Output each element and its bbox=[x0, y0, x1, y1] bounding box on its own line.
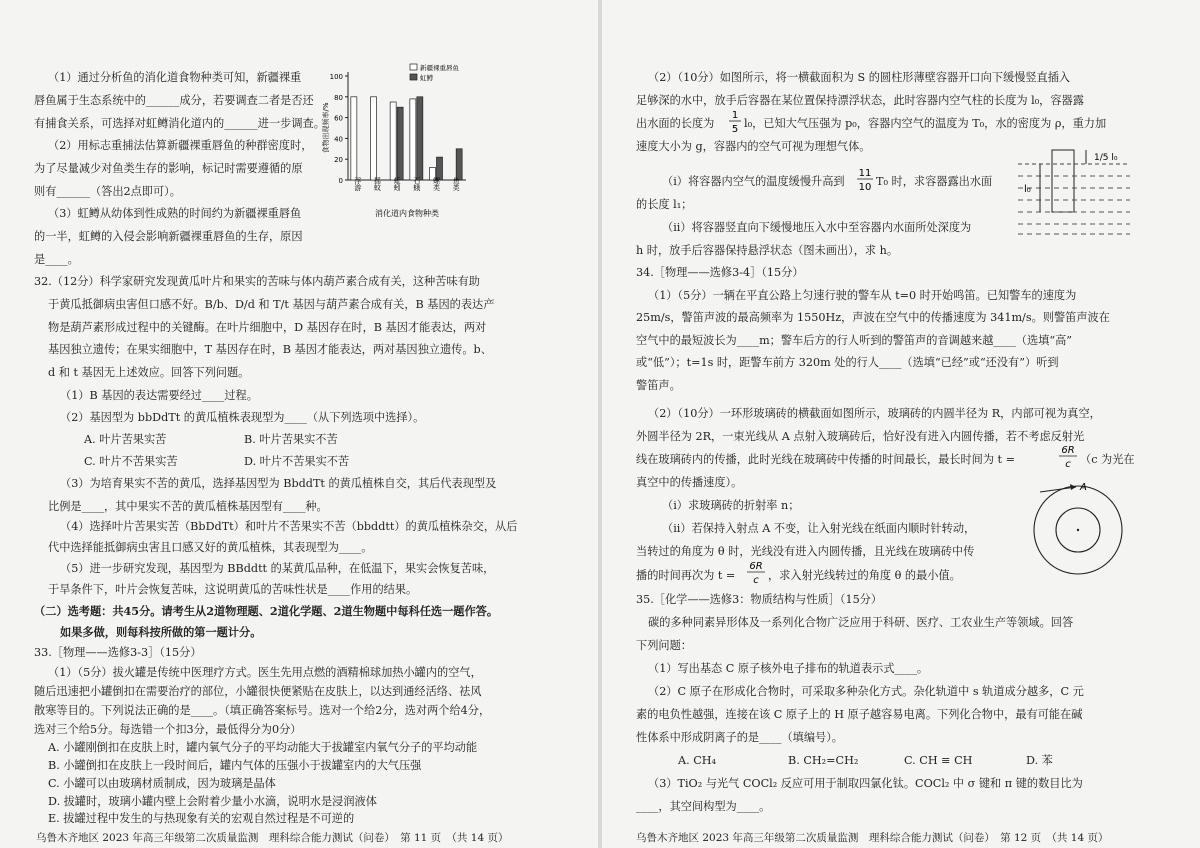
q33-part1-line3: 散寒等目的。下列说法正确的是____。（填正确答案标号。选对一个给2分，选对两个给4分， bbox=[34, 704, 491, 717]
q31-part2-line1: （2）用标志重捕法估算新疆裸重唇鱼的种群密度时， bbox=[48, 139, 313, 152]
q33-option-d: D. 拔罐时，玻璃小罐内壁上会附着少量小水滴，说明水是浸润液体 bbox=[48, 795, 377, 808]
y-tick-label: 100 bbox=[329, 73, 343, 81]
page-12-footer: 乌鲁木齐地区 2023 年高三年级第二次质量监测 理科综合能力测试（问卷） 第 12 页 （共 14 页） bbox=[636, 832, 1109, 844]
fraction-6r-over-c-1 bbox=[1058, 443, 1078, 469]
fraction-eleven-tenths bbox=[856, 166, 874, 192]
y-tick-label: 20 bbox=[334, 156, 343, 165]
ray-arrow bbox=[1070, 484, 1076, 490]
q35-heading: 35.［化学——选修3：物质结构与性质］（15分） bbox=[636, 593, 883, 606]
q32-stem-line1: 32.（12分）科学家研究发现黄瓜叶片和果实的苦味与体内葫芦素合成有关，这种苦味有助 bbox=[34, 275, 480, 288]
frac2-den: 10 bbox=[858, 182, 872, 192]
q35-part2-line1: （2）C 原子在形成化合物时，可采取多种杂化方式。杂化轨道中 s 轨道成分越多，C 元 bbox=[648, 685, 1084, 698]
q34-part2-line3b: （c 为光在 bbox=[1080, 453, 1135, 466]
q34-part2-line1: （2）（10分）一环形玻璃砖的横截面如图所示，玻璃砖的内圆半径为 R，内部可视为真空， bbox=[648, 407, 1101, 420]
q33-part2-line3a: 出水面的长度为 bbox=[636, 117, 715, 130]
q33-part2-line4: 速度大小为 g，容器内的空气可视为理想气体。 bbox=[636, 140, 871, 153]
q31-part1-line3: 有捕食关系，可选择对虹鳟消化道内的______进一步调查。 bbox=[34, 117, 325, 130]
section-elective-heading: （二）选考题：共45分。请考生从2道物理题、2道化学题、2道生物题中每科任选一题作答。 bbox=[34, 604, 499, 618]
y-tick-label: 80 bbox=[334, 93, 343, 102]
y-tick-label: 60 bbox=[334, 114, 343, 123]
frac3-num: 6R bbox=[1061, 445, 1075, 456]
q34-part2-line2: 外圆半径为 2R，一束光线从 A 点射入玻璃砖后，恰好没有进入内圆传播，若不考虑反射光 bbox=[636, 430, 1085, 443]
q32-stem-line3: 物是葫芦素形成过程中的关键酶。在叶片细胞中，D 基因存在时，B 基因才能表达，两对 bbox=[48, 321, 487, 334]
q34-part1-line3: 空气中的最短波长为____m；警车后方的行人听到的警笛声的音调越来越____（选填“高” bbox=[636, 334, 1072, 347]
q33-option-a: A. 小罐刚倒扣在皮肤上时，罐内氧气分子的平均动能大于拔罐室内氧气分子的平均动能 bbox=[48, 741, 478, 754]
q35-stem-line1: 碳的多种同素异形体及一系列化合物广泛应用于科研、医疗、工农业生产等领域。回答 bbox=[648, 616, 1074, 629]
q35-part2-line2: 素的电负性越强，连接在该 C 原子上的 H 原子越容易电离。下列化合物中，最有可能在碱 bbox=[636, 708, 1083, 721]
y-axis-label: 食物出现频率/% bbox=[322, 102, 330, 154]
category-label: 石蛾 bbox=[412, 177, 421, 191]
q33-part2-line3b: l₀，已知大气压强为 p₀，容器内空气的温度为 T₀，水的密度为 ρ，重力加 bbox=[744, 117, 1107, 130]
q35-part3-line2: ____，其空间构型为____。 bbox=[636, 800, 771, 813]
q32-stem-line2: 于黄瓜抵御病虫害但口感不好。B/b、D/d 和 T/t 基因与葫芦素合成有关，B 基因的表达产 bbox=[48, 298, 495, 311]
q34-part2-ii-c: 播的时间再次为 t = bbox=[636, 569, 736, 582]
q32-part2: （2）基因型为 bbDdTt 的黄瓜植株表现型为____（从下列选项中选择）。 bbox=[60, 411, 425, 424]
q35-option-d: D. 苯 bbox=[1026, 754, 1053, 767]
q33-option-b: B. 小罐倒扣在皮肤上一段时间后，罐内气体的压强小于拔罐室内的大气压强 bbox=[48, 759, 422, 772]
q33-part2-line1: （2）（10分）如图所示，将一横截面积为 S 的圆柱形薄壁容器开口向下缓慢竖直插入 bbox=[648, 71, 1071, 84]
food-frequency-chart bbox=[320, 62, 512, 220]
q35-part3-line1: （3）TiO₂ 与光气 COCl₂ 反应可用于制取四氯化钛。COCl₂ 中 σ 键和 π 键的数目比为 bbox=[648, 777, 1083, 790]
y-tick-label: 0 bbox=[338, 177, 343, 185]
q35-option-a: A. CH₄ bbox=[678, 754, 716, 767]
q32-part4-line2: 代中选择能抵御病虫害且口感又好的黄瓜植株，其表现型为____。 bbox=[48, 541, 373, 554]
q31-part3-line1: （3）虹鳟从幼体到性成熟的时间约为新疆裸重唇鱼 bbox=[48, 207, 302, 220]
q33-part1-line2: 随后迅速把小罐倒扣在需要治疗的部位，小罐很快便紧贴在皮肤上，以达到通经活络、祛风 bbox=[34, 685, 482, 698]
page-11 bbox=[0, 0, 598, 848]
bar-fish-0 bbox=[351, 97, 357, 180]
fifth-label: 1/5 l₀ bbox=[1094, 153, 1118, 163]
q34-part2-ii-a: （ii）若保持入射点 A 不变，让入射光线在纸面内顺时针转动， bbox=[662, 522, 976, 535]
q32-stem-line4: 基因独立遗传；在果实细胞中，T 基因存在时，B 基因才能表达，两对基因独立遗传。b、 bbox=[48, 343, 492, 356]
frac1-den: 5 bbox=[731, 124, 739, 134]
bar-fish-2 bbox=[390, 102, 396, 180]
q33-part2-ii-b: h 时，放手后容器保持悬浮状态（图未画出），求 h。 bbox=[636, 244, 899, 257]
q34-part1-line2: 25m/s，警笛声波的最高频率为 1550Hz，声波在空气中的传播速度为 341m/s。则警笛声波在 bbox=[636, 311, 1110, 324]
category-label: 鱼类 bbox=[452, 177, 461, 191]
q34-part2-i: （i）求玻璃砖的折射率 n； bbox=[662, 499, 800, 512]
category-label: 浮游 bbox=[353, 177, 362, 191]
q34-part1-line5: 警笛声。 bbox=[636, 379, 681, 392]
q32-part3-line1: （3）为培育果实不苦的黄瓜，选择基因型为 BbddTt 的黄瓜植株自交，其后代表现型及 bbox=[60, 477, 497, 490]
frac3b-num: 6R bbox=[749, 561, 763, 572]
q33-part2-ii-a: （ii）将容器竖直向下缓慢地压入水中至容器内水面所处深度为 bbox=[662, 221, 972, 234]
center-dot bbox=[1077, 529, 1079, 531]
q34-part2-line3a: 线在玻璃砖内的传播，此时光线在玻璃砖中传播的时间最长，最长时间为 t = bbox=[636, 453, 1015, 466]
q34-part2-line4: 真空中的传播速度）。 bbox=[636, 476, 743, 489]
legend-swatch bbox=[410, 64, 417, 70]
container-figure bbox=[1010, 146, 1150, 238]
q34-heading: 34.［物理——选修3-4］（15分） bbox=[636, 266, 804, 279]
bar-trout-3 bbox=[417, 97, 423, 180]
q31-part3-line3: 是____。 bbox=[34, 253, 79, 266]
q32-part5-line1: （5）进一步研究发现，基因型为 BBddtt 的某黄瓜品种，在低温下，果实会恢复苦味， bbox=[60, 562, 495, 575]
q34-part2-ii-b: 当转过的角度为 θ 时，光线没有进入内圆传播，且光线在玻璃砖中传 bbox=[636, 545, 975, 558]
q35-option-b: B. CH₂=CH₂ bbox=[788, 754, 859, 767]
q31-part1-line2: 唇鱼属于生态系统中的______成分，若要调查二者是否还 bbox=[34, 94, 314, 107]
q32-option-c: C. 叶片不苦果实苦 bbox=[84, 455, 178, 468]
q35-option-c: C. CH ≡ CH bbox=[904, 754, 973, 767]
q32-part1: （1）B 基因的表达需要经过____过程。 bbox=[60, 389, 258, 402]
q33-option-e: E. 拔罐过程中发生的与热现象有关的宏观自然过程是不可逆的 bbox=[48, 812, 355, 825]
q35-part2-line3: 性体系中形成阴离子的是____（填编号）。 bbox=[636, 731, 843, 744]
q33-part2-line2: 足够深的水中，放手后容器在某位置保持漂浮状态，此时容器内空气柱的长度为 l₀，容器露 bbox=[636, 94, 1084, 107]
category-label: 摇蚊 bbox=[373, 177, 382, 191]
q32-part4-line1: （4）选择叶片苦果实苦（BbDdTt）和叶片不苦果实不苦（bbddtt）的黄瓜植株杂交，从后 bbox=[60, 520, 518, 533]
point-a-label: A bbox=[1080, 482, 1087, 493]
container-outline bbox=[1052, 150, 1074, 212]
q33-part2-i-b: T₀ 时，求容器露出水面 bbox=[876, 175, 993, 188]
q33-part2-i-a: （i）将容器内空气的温度缓慢升高到 bbox=[662, 175, 845, 188]
q34-part2-ii-d: ，求入射光线转过的角度 θ 的最小值。 bbox=[768, 569, 961, 582]
q32-option-a: A. 叶片苦果实苦 bbox=[84, 433, 167, 446]
q32-stem-line5: d 和 t 基因无上述效应。回答下列问题。 bbox=[48, 366, 250, 379]
q32-option-b: B. 叶片苦果实不苦 bbox=[244, 433, 338, 446]
q31-part3-line2: 的一半，虹鳟的入侵会影响新疆裸重唇鱼的生存，原因 bbox=[34, 230, 303, 243]
category-label: 螺类 bbox=[432, 177, 441, 191]
q33-part1-line1: （1）（5分）拔火罐是传统中医理疗方式。医生先用点燃的酒精棉球加热小罐内的空气， bbox=[48, 666, 482, 679]
ring-glass-figure bbox=[1010, 478, 1130, 588]
fraction-6r-over-c-2 bbox=[746, 559, 766, 585]
legend-label: 虹鳟 bbox=[420, 74, 433, 82]
q31-part2-line3: 则有______（答出2点即可）。 bbox=[34, 185, 181, 198]
frac3b-den: c bbox=[753, 575, 759, 585]
q35-stem-line2: 下列问题： bbox=[636, 639, 692, 652]
l0-label: l₀ bbox=[1024, 184, 1031, 195]
fraction-one-fifth bbox=[728, 108, 742, 134]
page-12 bbox=[602, 0, 1200, 848]
frac2-num: 11 bbox=[858, 168, 872, 179]
q35-part1: （1）写出基态 C 原子核外电子排布的轨道表示式____。 bbox=[648, 662, 929, 675]
q32-part3-line2: 比例是____，其中果实不苦的黄瓜植株基因型有____种。 bbox=[48, 500, 328, 513]
q33-part2-i-c: 的长度 l₁； bbox=[636, 198, 693, 211]
y-tick-label: 40 bbox=[334, 135, 343, 144]
category-label: 蚯蚓 bbox=[393, 177, 402, 191]
legend-swatch bbox=[410, 74, 417, 80]
q34-part1-line4: 或“低”）；t=1s 时，距警车前方 320m 处的行人____（选填“已经”或“还没有”）听到 bbox=[636, 356, 1059, 369]
bar-fish-3 bbox=[410, 99, 416, 180]
q33-part1-line4: 选对三个给5分。每选错一个扣3分，最低得分为0分） bbox=[34, 723, 302, 736]
bar-trout-2 bbox=[397, 107, 403, 180]
frac1-num: 1 bbox=[731, 110, 739, 121]
legend-label: 新疆裸重唇鱼 bbox=[420, 64, 459, 72]
q34-part1-line1: （1）（5分）一辆在平直公路上匀速行驶的警车从 t=0 时开始鸣笛。已知警车的速度为 bbox=[648, 289, 1077, 302]
q33-heading: 33.［物理——选修3-3］（15分） bbox=[34, 646, 202, 659]
bar-trout-5 bbox=[456, 149, 462, 180]
q33-option-c: C. 小罐可以由玻璃材质制成，因为玻璃是晶体 bbox=[48, 777, 276, 790]
q32-option-d: D. 叶片不苦果实不苦 bbox=[244, 455, 350, 468]
q31-part1-line1: （1）通过分析鱼的消化道食物种类可知，新疆裸重 bbox=[48, 71, 302, 84]
x-axis-label: 消化道内食物种类 bbox=[375, 209, 439, 218]
page-11-footer: 乌鲁木齐地区 2023 年高三年级第二次质量监测 理科综合能力测试（问卷） 第 11 页 （共 14 页） bbox=[36, 832, 509, 844]
q31-part2-line2: 为了尽量减少对鱼类生存的影响，标记时需要遵循的原 bbox=[34, 162, 303, 175]
q32-part5-line2: 于旱条件下，叶片会恢复苦味，这说明黄瓜的苦味性状是____作用的结果。 bbox=[48, 583, 418, 596]
section-elective-note: 如果多做，则每科按所做的第一题计分。 bbox=[60, 625, 262, 639]
frac3-den: c bbox=[1065, 459, 1071, 469]
bar-fish-1 bbox=[371, 97, 377, 180]
